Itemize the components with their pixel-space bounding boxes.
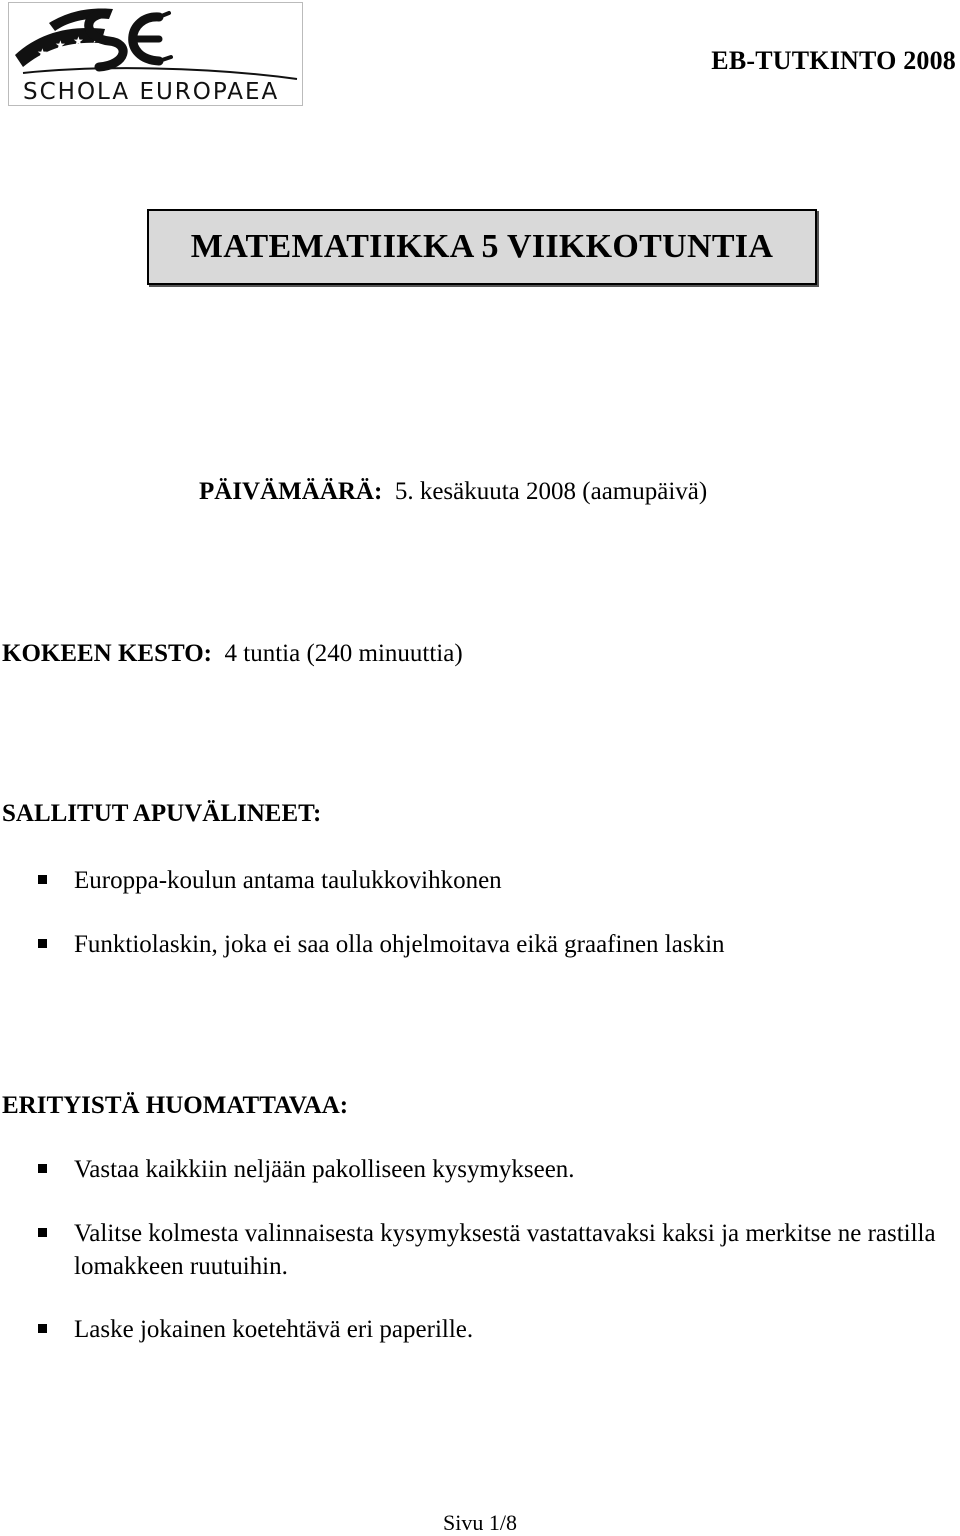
list-item bbox=[38, 928, 958, 961]
schola-europaea-logo bbox=[8, 2, 303, 106]
title-box bbox=[147, 209, 817, 285]
notes-heading bbox=[2, 1092, 348, 1120]
duration-value: 4 tuntia (240 minuuttia) bbox=[224, 640, 463, 667]
list-item bbox=[38, 1217, 958, 1283]
svg-text:★: ★ bbox=[73, 34, 84, 48]
page-title: MATEMATIIKKA 5 VIIKKOTUNTIA bbox=[190, 228, 774, 265]
duration-label: KOKEEN KESTO: bbox=[2, 640, 213, 667]
date-value: 5. kesäkuuta 2008 (aamupäivä) bbox=[394, 478, 708, 505]
list-item bbox=[38, 1153, 958, 1186]
logo-graphic bbox=[9, 3, 302, 105]
list-item-text: Funktiolaskin, joka ei saa olla ohjelmoitava eikä graafinen laskin bbox=[74, 931, 725, 958]
list-item-text: Laske jokainen koetehtävä eri paperille. bbox=[74, 1316, 474, 1343]
svg-text:★: ★ bbox=[91, 32, 102, 46]
logo-wordmark: SCHOLA EUROPAEA bbox=[23, 79, 280, 105]
square-bullet-icon bbox=[38, 1228, 47, 1237]
square-bullet-icon bbox=[38, 875, 47, 884]
page-number: Sivu 1/8 bbox=[443, 1510, 517, 1535]
duration-line bbox=[2, 640, 463, 668]
svg-text:★: ★ bbox=[37, 46, 48, 60]
exam-label: EB-TUTKINTO 2008 bbox=[711, 46, 956, 75]
aids-heading bbox=[2, 800, 321, 828]
list-item bbox=[38, 864, 958, 897]
notes-heading-text: ERITYISTÄ HUOMATTAVAA: bbox=[2, 1092, 349, 1119]
date-label: PÄIVÄMÄÄRÄ: bbox=[199, 478, 383, 505]
list-item-text: Europpa-koulun antama taulukkovihkonen bbox=[74, 867, 502, 894]
aids-heading-text: SALLITUT APUVÄLINEET: bbox=[2, 800, 322, 827]
date-line bbox=[199, 478, 707, 506]
square-bullet-icon bbox=[38, 1164, 47, 1173]
square-bullet-icon bbox=[38, 1324, 47, 1333]
list-item bbox=[38, 1313, 958, 1346]
list-item-text: Vastaa kaikkiin neljään pakolliseen kysymykseen. bbox=[74, 1156, 575, 1183]
square-bullet-icon bbox=[38, 939, 47, 948]
svg-text:★: ★ bbox=[55, 38, 66, 52]
list-item-text: Valitse kolmesta valinnaisesta kysymyksestä vastattavaksi kaksi ja merkitse ne rastilla lomakkeen ruutuihin. bbox=[74, 1220, 936, 1280]
